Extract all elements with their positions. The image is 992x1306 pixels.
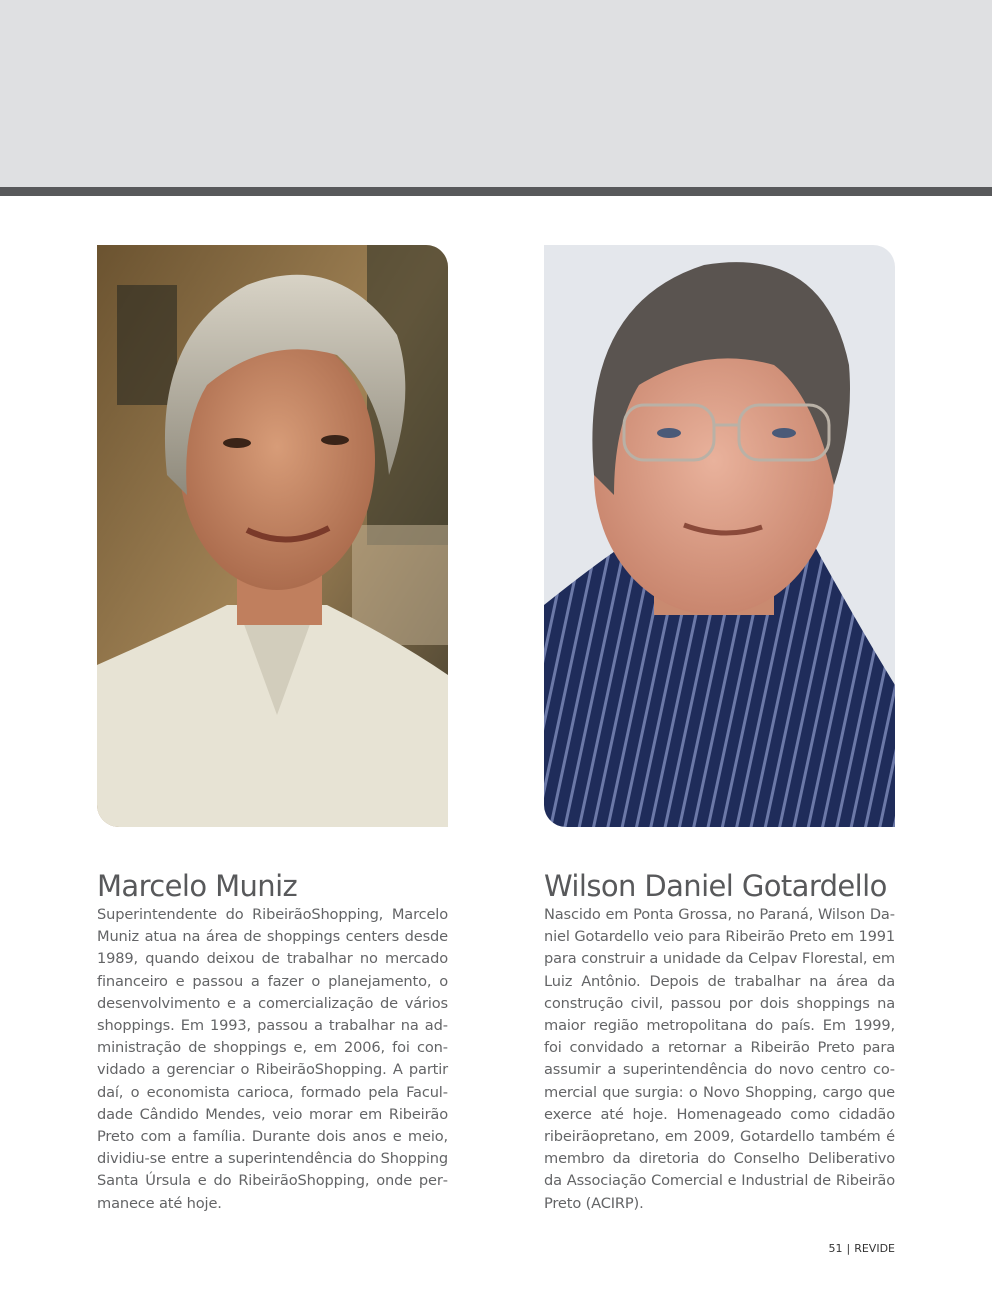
portrait-photo-marcelo-muniz	[97, 245, 448, 827]
header-rule	[0, 187, 992, 196]
page-number: 51	[828, 1242, 843, 1255]
profile-bio: Superintendente do RibeirãoShopping, Marcelo Muniz atua na área de shoppings centers desde 1989, quando deixou de trabalhar no mercado financeiro e passou a fazer o planejamento, o desenvolvimento e a comercialização de vários shoppings. Em 1993, passou a trabalhar na administração de shoppings e, em 2006, foi convidado a gerenciar o RibeirãoShopping. A partir daí, o economista carioca, formado pela Faculdade Cândido Mendes, veio morar em Ribeirão Preto com a família. Durante dois anos e meio, dividiu-se entre a superintendência do Shopping Santa Úrsula e do RibeirãoShopping, onde permanece até hoje.	[97, 906, 448, 1212]
profile-column-left	[97, 868, 448, 1215]
footer-separator: |	[846, 1242, 851, 1255]
magazine-name: REVIDE	[854, 1242, 895, 1255]
portrait-photo-wilson-gotardello	[544, 245, 895, 827]
profile-name: Marcelo Muniz	[97, 869, 298, 903]
profile-column-right	[544, 868, 895, 1215]
header-band	[0, 0, 992, 187]
profile-name: Wilson Daniel Gotardello	[544, 869, 887, 903]
profile-bio: Nascido em Ponta Grossa, no Paraná, Wilson Daniel Gotardello veio para Ribeirão Preto em 1991 para construir a unidade da Celpav Florestal, em Luiz Antônio. Depois de trabalhar na área da construção civil, passou por dois shoppings na maior região metropolitana do país. Em 1999, foi convidado a retornar a Ribeirão Preto para assumir a superintendência do novo centro comercial que surgia: o Novo Shopping, cargo que exerce até hoje. Homenageado como cidadão ribeirãopretano, em 2009, Gotardello também é membro da diretoria do Conselho Deliberativo da Associação Comercial e Industrial de Ribeirão Preto (ACIRP).	[544, 906, 895, 1212]
page-footer	[828, 1242, 895, 1255]
